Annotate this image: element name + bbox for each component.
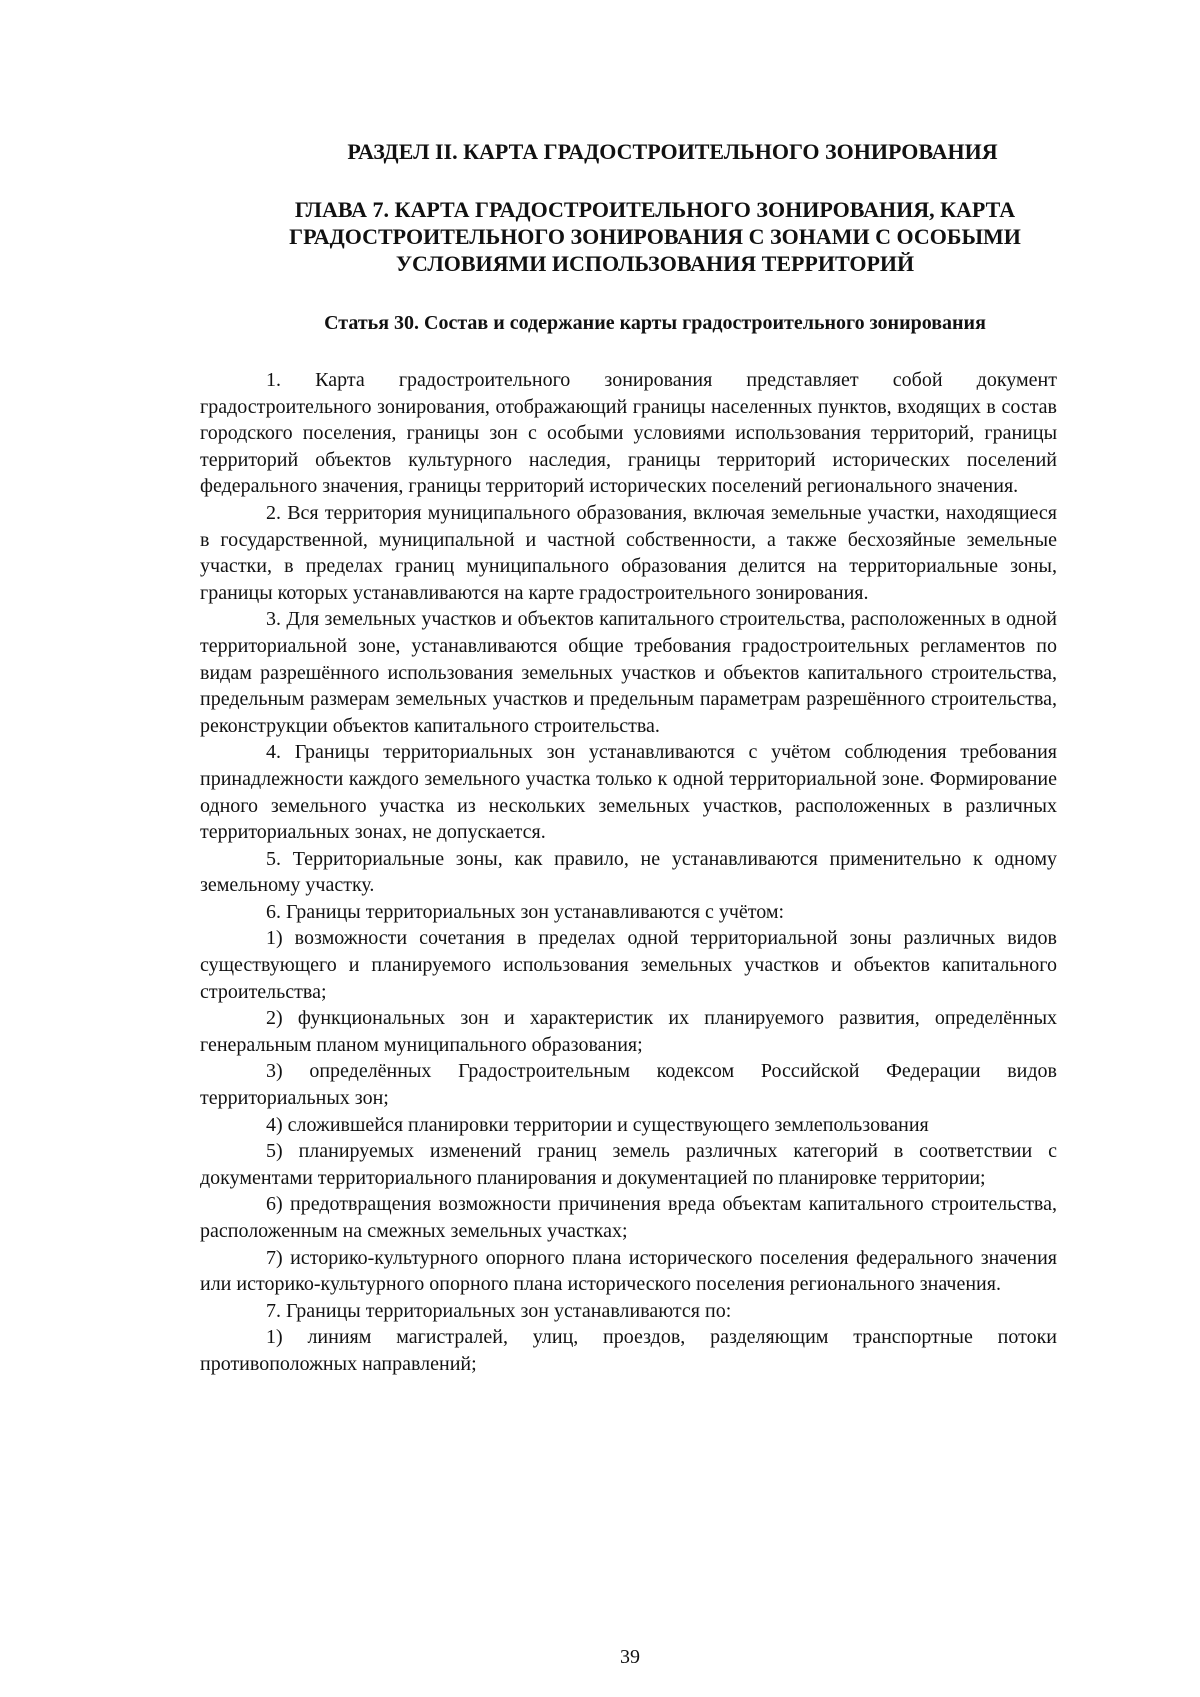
list-item: 1) линиям магистралей, улиц, проездов, разделяющим транспортные потоки противоположных направлений;	[200, 1326, 1057, 1375]
paragraph: 3. Для земельных участков и объектов капитального строительства, расположенных в одной территориальной зоне, устанавливаются общие требования градостроительных регламентов по видам разрешённого использования земельных участков и объектов капитального строительства, предельным размерам земельных участков и предельным параметрам разрешённого строительства, реконструкции объектов капитального строительства.	[200, 608, 1057, 737]
chapter-title	[250, 196, 1060, 277]
list-item: 7) историко-культурного опорного плана исторического поселения федерального значения или историко-культурного опорного плана исторического поселения регионального значения.	[200, 1246, 1057, 1296]
list-item: 1) возможности сочетания в пределах одной территориальной зоны различных видов существующего и планируемого использования земельных участков и объектов капитального строительства;	[200, 927, 1057, 1003]
paragraph: 5. Территориальные зоны, как правило, не устанавливаются применительно к одному земельному участку.	[200, 847, 1057, 897]
list-item: 2) функциональных зон и характеристик их планируемого развития, определённых генеральным планом муниципального образования;	[200, 1007, 1057, 1056]
paragraph: 6. Границы территориальных зон устанавливаются с учётом:	[266, 900, 785, 923]
article-title: Статья 30. Состав и содержание карты градостроительного зонирования	[324, 312, 986, 334]
list-item: 6) предотвращения возможности причинения вреда объектам капитального строительства, расположенным на смежных земельных участках;	[200, 1193, 1057, 1242]
chapter-title-line: УСЛОВИЯМИ ИСПОЛЬЗОВАНИЯ ТЕРРИТОРИЙ	[395, 251, 915, 276]
paragraph: 7. Границы территориальных зон устанавливаются по:	[266, 1299, 732, 1322]
paragraph: 4. Границы территориальных зон устанавливаются с учётом соблюдения требования принадлежности каждого земельного участка только к одной территориальной зоне. Формирование одного земельного участка из нескольких земельных участков, расположенных в различных территориальных зонах, не допускается.	[200, 741, 1057, 844]
list-item: 5) планируемых изменений границ земель различных категорий в соответствии с документами территориального планирования и документацией по планировке территории;	[200, 1140, 1057, 1189]
section-title: РАЗДЕЛ II. КАРТА ГРАДОСТРОИТЕЛЬНОГО ЗОНИРОВАНИЯ	[347, 139, 998, 164]
page-number: 39	[620, 1646, 640, 1668]
chapter-title-line: ГЛАВА 7. КАРТА ГРАДОСТРОИТЕЛЬНОГО ЗОНИРОВАНИЯ, КАРТА	[294, 197, 1016, 222]
list-item: 4) сложившейся планировки территории и существующего землепользования	[266, 1113, 929, 1136]
article-body	[200, 367, 1057, 1378]
list-item: 3) определённых Градостроительным кодексом Российской Федерации видов территориальных зон;	[200, 1060, 1057, 1110]
paragraph: 2. Вся территория муниципального образования, включая земельные участки, находящиеся в государственной, муниципальной и частной собственности, а также бесхозяйные земельные участки, в пределах границ муниципального образования делится на территориальные зоны, границы которых устанавливаются на карте градостроительного зонирования.	[200, 501, 1057, 604]
paragraph: 1. Карта градостроительного зонирования представляет собой документ градостроительного зонирования, отображающий границы населенных пунктов, входящих в состав городского поселения, границы зон с особыми условиями использования территорий, границы территорий объектов культурного наследия, границы территорий исторических поселений федерального значения, границы территорий исторических поселений регионального значения.	[200, 369, 1057, 498]
chapter-title-line: ГРАДОСТРОИТЕЛЬНОГО ЗОНИРОВАНИЯ С ЗОНАМИ С ОСОБЫМИ	[289, 224, 1021, 249]
